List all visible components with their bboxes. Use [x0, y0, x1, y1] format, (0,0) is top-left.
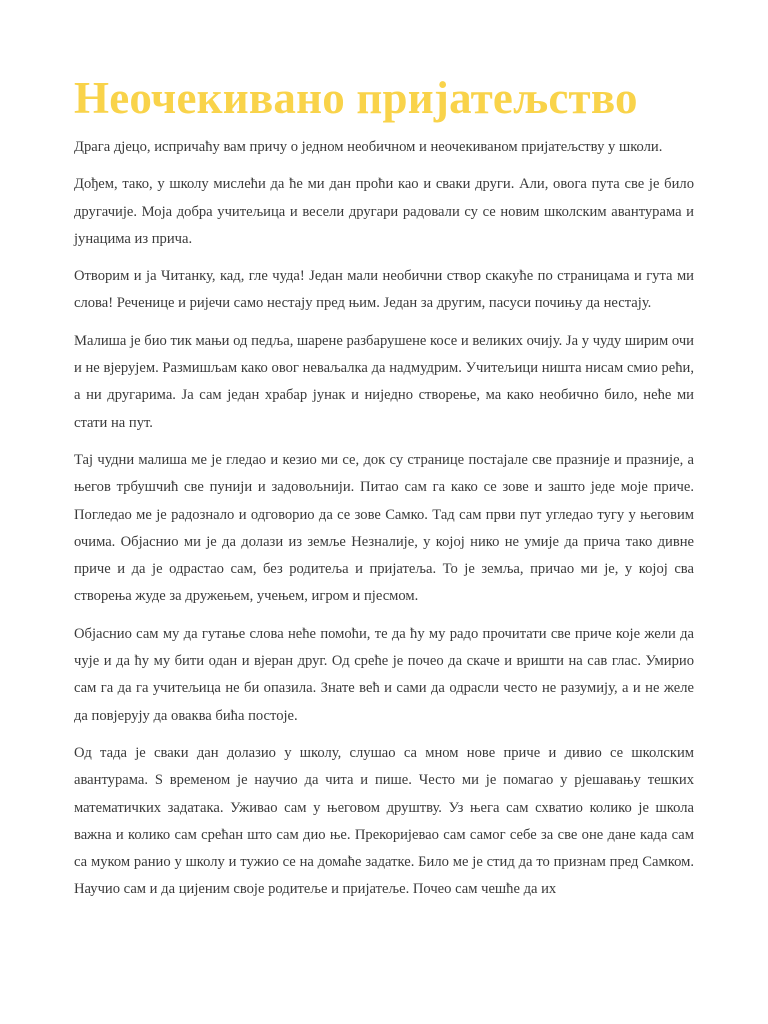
paragraph-3: Отворим и ја Читанку, кад, гле чуда! Један мали необични створ скакуће по страницама и гута ми слова! Реченице и ријечи само нестају пред њим. Један за другим, пасуси почињу да нестају.	[74, 268, 694, 312]
paragraph-6: Објаснио сам му да гутање слова неће помоћи, те да ћу му радо прочитати све приче које жели да чује и да ћу му бити одан и вјеран друг. Од среће је почео да скаче и вришти на сав глас. Умирио сам га да га учитељица не би опазила. Знате већ и сами да одрасли често не разумију, а и не желе да повјерују да оваква бића постоје.	[74, 625, 694, 724]
document-title: Неочекивано пријатељство	[74, 73, 638, 123]
paragraph-4: Малиша је био тик мањи од педља, шарене разбарушене косе и великих очију. Ја у чуду ширим очи и не вјерујем. Размишљам како овог неваљалка да надмудрим. Учитељици ништа нисам смио рећи, а ни другарима. Ја сам један храбар јунак и ниједно створење, ма како необично било, неће ми стати на пут.	[74, 332, 694, 431]
paragraph-7: Од тада је сваки дан долазио у школу, слушао са мном нове приче и дивио се школским авантурама. S временом је научио да чита и пише. Често ми је помагао у рјешавању тешких математичких задатака. Уживао сам у његовом друштву. Уз њега сам схватио колико је школа важна и колико сам срећан што сам дио ње. Прекоријевао сам самог себе за све оне дане када сам са муком ранио у школу и тужио се на домаће задатке. Било ме је стид да то признам пред Самком. Научио сам и да цијеним своје родитеље и пријатеље. Почео сам чешће да их	[74, 744, 694, 898]
paragraph-5: Тај чудни малиша ме је гледао и кезио ми се, док су странице постајале све празније и празније, а његов трбушчић све пунији и задовољнији. Питао сам га како се зове и зашто једе моје приче. Погледао ме је радознало и одговорио да се зове Самко. Тад сам први пут угледао тугу у његовим очима. Објаснио ми је да долази из земље Незналије, у којој нико не умије да прича тако дивне приче и да је одрастао сам, без родитеља и пријатеља. То је земља, причао ми је, у којој сва створења жуде за дружењем, учењем, игром и пјесмом.	[74, 451, 694, 605]
document-page	[74, 70, 694, 914]
paragraph-1: Драга дјецо, испричаћу вам причу о једном необичном и неочекиваном пријатељству у школи.	[74, 139, 663, 155]
paragraph-2: Дођем, тако, у школу мислећи да ће ми дан проћи као и сваки други. Али, овога пута све је било другачије. Моја добра учитељица и весели другари радовали су се новим школским авантурама и јунацима из прича.	[74, 176, 694, 247]
